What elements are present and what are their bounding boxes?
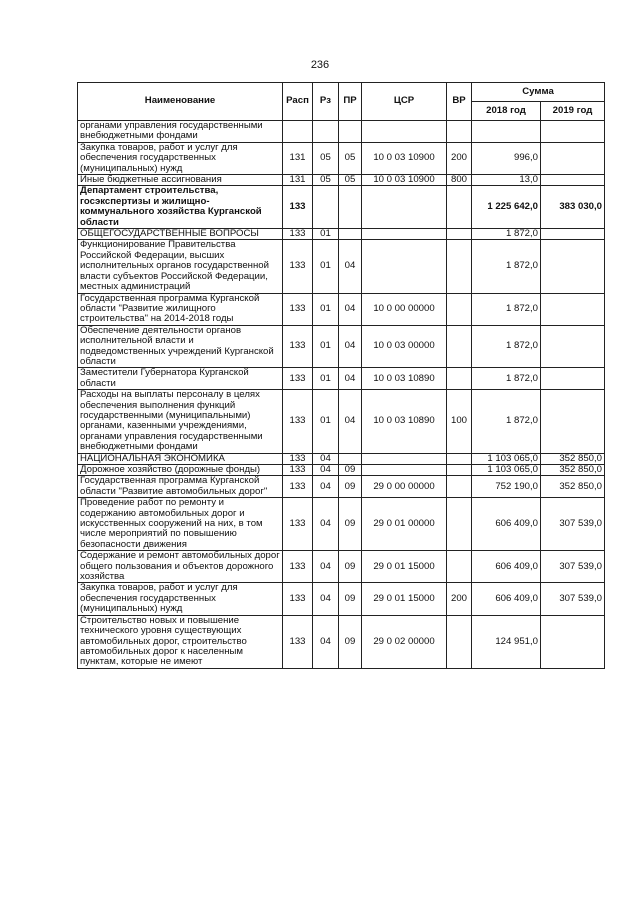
cell-pr — [339, 186, 362, 229]
table-header — [78, 83, 605, 121]
cell-2018: 606 409,0 — [472, 551, 541, 583]
cell-name: Функционирование Правительства Российской Федерации, высших исполнительных органов государственной власти субъектов Российской Федерации, местных администраций — [78, 240, 283, 293]
cell-csr: 29 0 01 15000 — [362, 551, 447, 583]
cell-name: органами управления государственными внебюджетными фондами — [78, 121, 283, 143]
cell-pr: 04 — [339, 293, 362, 325]
cell-2018: 1 872,0 — [472, 325, 541, 368]
cell-rz: 04 — [313, 498, 339, 551]
table-row — [78, 121, 605, 143]
cell-vr — [447, 121, 472, 143]
cell-name: Государственная программа Курганской области "Развитие жилищного строительства" на 2014-2018 годы — [78, 293, 283, 325]
cell-name: Иные бюджетные ассигнования — [78, 175, 283, 186]
cell-2019 — [541, 390, 605, 453]
cell-2019 — [541, 293, 605, 325]
cell-csr: 10 0 03 00000 — [362, 325, 447, 368]
cell-rasp: 131 — [283, 142, 313, 174]
cell-vr — [447, 465, 472, 476]
cell-rasp: 133 — [283, 583, 313, 615]
cell-rz: 01 — [313, 240, 339, 293]
cell-rasp: 133 — [283, 229, 313, 240]
cell-pr: 09 — [339, 465, 362, 476]
cell-pr: 09 — [339, 551, 362, 583]
cell-2018: 13,0 — [472, 175, 541, 186]
cell-rasp — [283, 121, 313, 143]
cell-2019: 352 850,0 — [541, 465, 605, 476]
cell-csr — [362, 465, 447, 476]
cell-2019 — [541, 121, 605, 143]
cell-csr: 10 0 03 10900 — [362, 142, 447, 174]
cell-2019: 383 030,0 — [541, 186, 605, 229]
cell-rz: 05 — [313, 175, 339, 186]
cell-2018: 1 872,0 — [472, 390, 541, 453]
cell-rasp: 131 — [283, 175, 313, 186]
cell-rz: 01 — [313, 390, 339, 453]
cell-rz: 05 — [313, 142, 339, 174]
cell-rasp: 133 — [283, 453, 313, 464]
table-row — [78, 229, 605, 240]
cell-pr: 09 — [339, 476, 362, 498]
cell-rasp: 133 — [283, 476, 313, 498]
cell-name: ОБЩЕГОСУДАРСТВЕННЫЕ ВОПРОСЫ — [78, 229, 283, 240]
cell-pr: 04 — [339, 368, 362, 390]
budget-table — [77, 82, 605, 669]
cell-rz — [313, 186, 339, 229]
cell-2019 — [541, 368, 605, 390]
header-rasp: Расп — [283, 83, 313, 121]
cell-csr: 10 0 03 10900 — [362, 175, 447, 186]
cell-csr — [362, 453, 447, 464]
cell-vr — [447, 551, 472, 583]
cell-2019 — [541, 142, 605, 174]
cell-pr: 09 — [339, 615, 362, 668]
cell-vr — [447, 615, 472, 668]
cell-rz: 04 — [313, 476, 339, 498]
cell-rasp: 133 — [283, 498, 313, 551]
cell-csr — [362, 186, 447, 229]
header-sum: Сумма — [472, 83, 605, 102]
cell-2019: 307 539,0 — [541, 583, 605, 615]
cell-vr: 100 — [447, 390, 472, 453]
cell-csr: 29 0 00 00000 — [362, 476, 447, 498]
cell-pr: 09 — [339, 583, 362, 615]
cell-rasp: 133 — [283, 240, 313, 293]
cell-rz: 04 — [313, 583, 339, 615]
table-row — [78, 615, 605, 668]
cell-2018: 606 409,0 — [472, 498, 541, 551]
cell-rz: 01 — [313, 325, 339, 368]
cell-name: Закупка товаров, работ и услуг для обеспечения государственных (муниципальных) нужд — [78, 583, 283, 615]
cell-2019 — [541, 229, 605, 240]
cell-vr: 800 — [447, 175, 472, 186]
table-row — [78, 465, 605, 476]
cell-name: Дорожное хозяйство (дорожные фонды) — [78, 465, 283, 476]
cell-pr: 09 — [339, 498, 362, 551]
table-row — [78, 583, 605, 615]
cell-pr: 05 — [339, 175, 362, 186]
cell-name: Государственная программа Курганской области "Развитие автомобильных дорог" — [78, 476, 283, 498]
cell-vr — [447, 240, 472, 293]
cell-csr — [362, 229, 447, 240]
header-year-2019: 2019 год — [541, 102, 605, 121]
table-row — [78, 368, 605, 390]
cell-csr — [362, 240, 447, 293]
cell-2018: 1 872,0 — [472, 229, 541, 240]
table-row — [78, 240, 605, 293]
cell-name: Закупка товаров, работ и услуг для обеспечения государственных (муниципальных) нужд — [78, 142, 283, 174]
cell-vr — [447, 476, 472, 498]
cell-2019: 307 539,0 — [541, 498, 605, 551]
cell-name: Расходы на выплаты персоналу в целях обеспечения выполнения функций государственными (муниципальными) органами, казенными учреждениями, органами управления государственными внебюджетными фондами — [78, 390, 283, 453]
cell-rasp: 133 — [283, 325, 313, 368]
cell-2019 — [541, 615, 605, 668]
cell-rz: 04 — [313, 465, 339, 476]
cell-csr: 10 0 03 10890 — [362, 368, 447, 390]
cell-pr: 04 — [339, 325, 362, 368]
cell-2019 — [541, 325, 605, 368]
cell-rz: 01 — [313, 293, 339, 325]
page-number: 236 — [310, 59, 330, 71]
cell-rz: 04 — [313, 453, 339, 464]
header-name: Наименование — [78, 83, 283, 121]
cell-rasp: 133 — [283, 615, 313, 668]
cell-pr: 04 — [339, 390, 362, 453]
header-vr: ВР — [447, 83, 472, 121]
table-row — [78, 476, 605, 498]
cell-rasp: 133 — [283, 465, 313, 476]
cell-2018: 606 409,0 — [472, 583, 541, 615]
cell-rasp: 133 — [283, 293, 313, 325]
table-row — [78, 293, 605, 325]
cell-2018: 1 872,0 — [472, 293, 541, 325]
cell-vr — [447, 498, 472, 551]
header-pr: ПР — [339, 83, 362, 121]
cell-vr: 200 — [447, 583, 472, 615]
cell-vr — [447, 229, 472, 240]
cell-2019: 352 850,0 — [541, 476, 605, 498]
cell-2018 — [472, 121, 541, 143]
cell-rasp: 133 — [283, 186, 313, 229]
cell-vr — [447, 186, 472, 229]
cell-2018: 124 951,0 — [472, 615, 541, 668]
cell-vr — [447, 325, 472, 368]
cell-rasp: 133 — [283, 390, 313, 453]
header-year-2018: 2018 год — [472, 102, 541, 121]
cell-2018: 1 225 642,0 — [472, 186, 541, 229]
table-row — [78, 175, 605, 186]
cell-pr — [339, 229, 362, 240]
cell-2019: 307 539,0 — [541, 551, 605, 583]
cell-name: Департамент строительства, госэкспертизы и жилищно-коммунального хозяйства Курганской области — [78, 186, 283, 229]
table-body — [78, 121, 605, 669]
table-row — [78, 390, 605, 453]
cell-csr: 29 0 02 00000 — [362, 615, 447, 668]
cell-rz: 04 — [313, 615, 339, 668]
cell-vr: 200 — [447, 142, 472, 174]
cell-2018: 1 103 065,0 — [472, 465, 541, 476]
cell-2018: 1 872,0 — [472, 368, 541, 390]
cell-2019: 352 850,0 — [541, 453, 605, 464]
table-row — [78, 325, 605, 368]
cell-vr — [447, 453, 472, 464]
table-row — [78, 498, 605, 551]
cell-vr — [447, 293, 472, 325]
table-row — [78, 453, 605, 464]
cell-csr — [362, 121, 447, 143]
cell-rz: 01 — [313, 229, 339, 240]
cell-name: НАЦИОНАЛЬНАЯ ЭКОНОМИКА — [78, 453, 283, 464]
cell-rz: 01 — [313, 368, 339, 390]
cell-name: Содержание и ремонт автомобильных дорог общего пользования и объектов дорожного хозяйства — [78, 551, 283, 583]
cell-pr — [339, 121, 362, 143]
header-csr: ЦСР — [362, 83, 447, 121]
cell-csr: 10 0 03 10890 — [362, 390, 447, 453]
table-row — [78, 186, 605, 229]
cell-name: Заместители Губернатора Курганской области — [78, 368, 283, 390]
cell-2018: 752 190,0 — [472, 476, 541, 498]
cell-pr: 04 — [339, 240, 362, 293]
cell-2018: 1 872,0 — [472, 240, 541, 293]
cell-name: Обеспечение деятельности органов исполнительной власти и подведомственных учреждений Курганской области — [78, 325, 283, 368]
table-row — [78, 551, 605, 583]
cell-pr — [339, 453, 362, 464]
cell-2019 — [541, 240, 605, 293]
cell-2019 — [541, 175, 605, 186]
cell-csr: 10 0 00 00000 — [362, 293, 447, 325]
cell-name: Строительство новых и повышение технического уровня существующих автомобильных дорог, строительство автомобильных дорог к населенным пунктам, которые не имеют — [78, 615, 283, 668]
cell-rz — [313, 121, 339, 143]
table-row — [78, 142, 605, 174]
cell-csr: 29 0 01 15000 — [362, 583, 447, 615]
cell-rz: 04 — [313, 551, 339, 583]
cell-rasp: 133 — [283, 368, 313, 390]
header-rz: Рз — [313, 83, 339, 121]
cell-csr: 29 0 01 00000 — [362, 498, 447, 551]
cell-name: Проведение работ по ремонту и содержанию автомобильных дорог и искусственных сооружений на них, в том числе мероприятий по повышению безопасности движения — [78, 498, 283, 551]
cell-rasp: 133 — [283, 551, 313, 583]
cell-2018: 1 103 065,0 — [472, 453, 541, 464]
cell-pr: 05 — [339, 142, 362, 174]
cell-vr — [447, 368, 472, 390]
cell-2018: 996,0 — [472, 142, 541, 174]
